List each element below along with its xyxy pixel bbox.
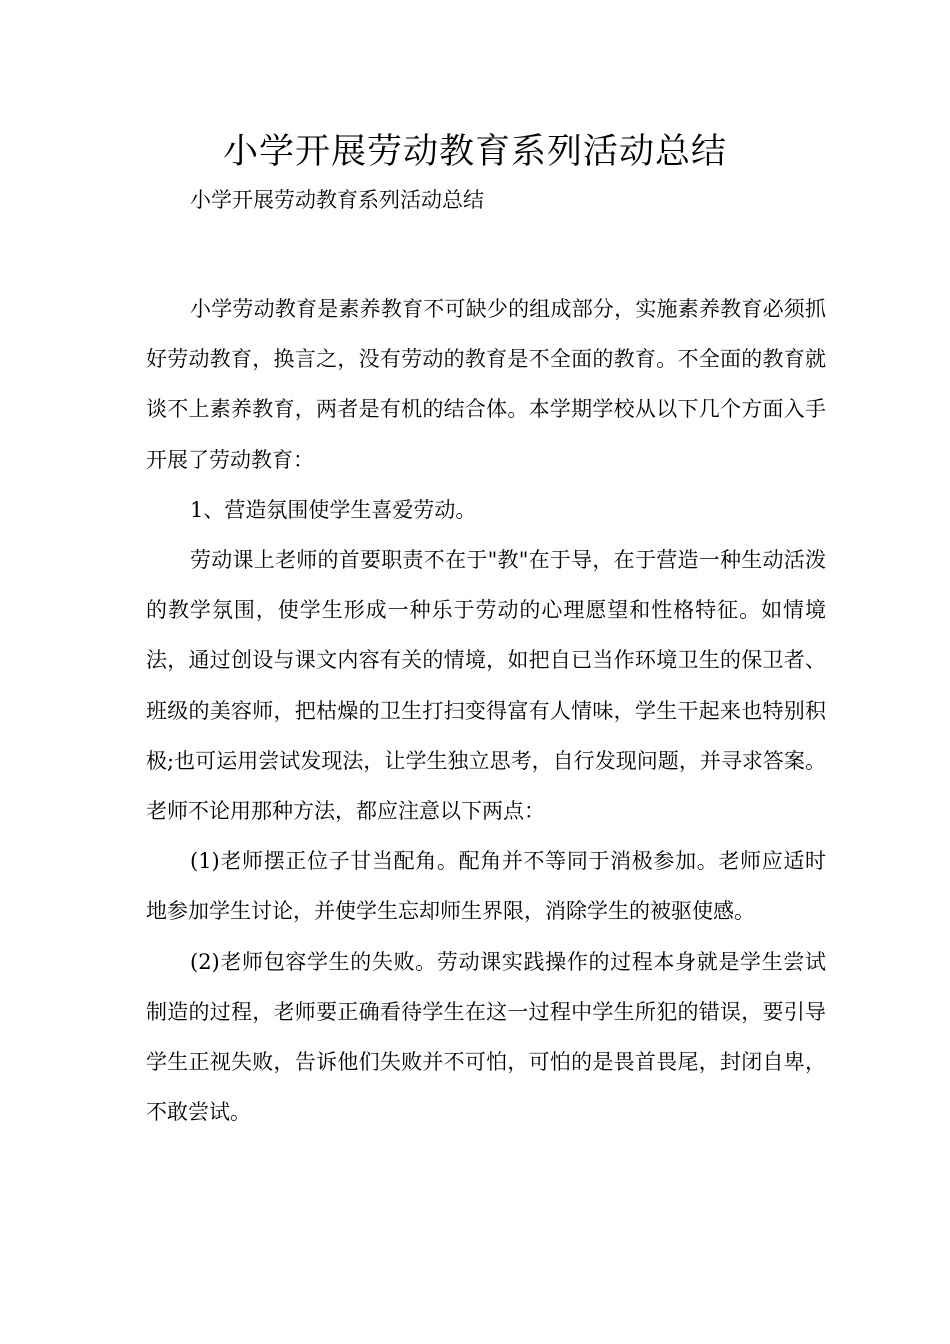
paragraph-intro: 小学劳动教育是素养教育不可缺少的组成部分，实施素养教育必须抓好劳动教育，换言之，没有劳动的教育是不全面的教育。不全面的教育就谈不上素养教育，两者是有机的结合体。本学期学校从以下几个方面入手开展了劳动教育： xyxy=(146,297,826,472)
paragraph-point-2: (2)老师包容学生的失败。劳动课实践操作的过程本身就是学生尝试制造的过程，老师要正确看待学生在这一过程中学生所犯的错误，要引导学生正视失败，告诉他们失败并不可怕，可怕的是畏首畏尾，封闭自卑，不敢尝试。 xyxy=(146,949,826,1125)
document-body xyxy=(146,284,826,1137)
paragraph-heading-1: 1、营造氛围使学生喜爱劳动。 xyxy=(190,497,477,522)
paragraph-point-1: (1)老师摆正位子甘当配角。配角并不等同于消极参加。老师应适时地参加学生讨论，并使学生忘却师生界限，消除学生的被驱使感。 xyxy=(146,849,826,924)
document-subtitle: 小学开展劳动教育系列活动总结 xyxy=(190,188,484,212)
paragraph-method: 劳动课上老师的首要职责不在于"教"在于导，在于营造一种生动活泼的教学氛围，使学生形成一种乐于劳动的心理愿望和性格特征。如情境法，通过创设与课文内容有关的情境，如把自已当作环境卫生的保卫者、班级的美容师，把枯燥的卫生打扫变得富有人情味，学生干起来也特别积极;也可运用尝试发现法，让学生独立思考，自行发现问题，并寻求答案。老师不论用那种方法，都应注意以下两点： xyxy=(146,548,826,824)
document-title: 小学开展劳动教育系列活动总结 xyxy=(222,132,727,172)
